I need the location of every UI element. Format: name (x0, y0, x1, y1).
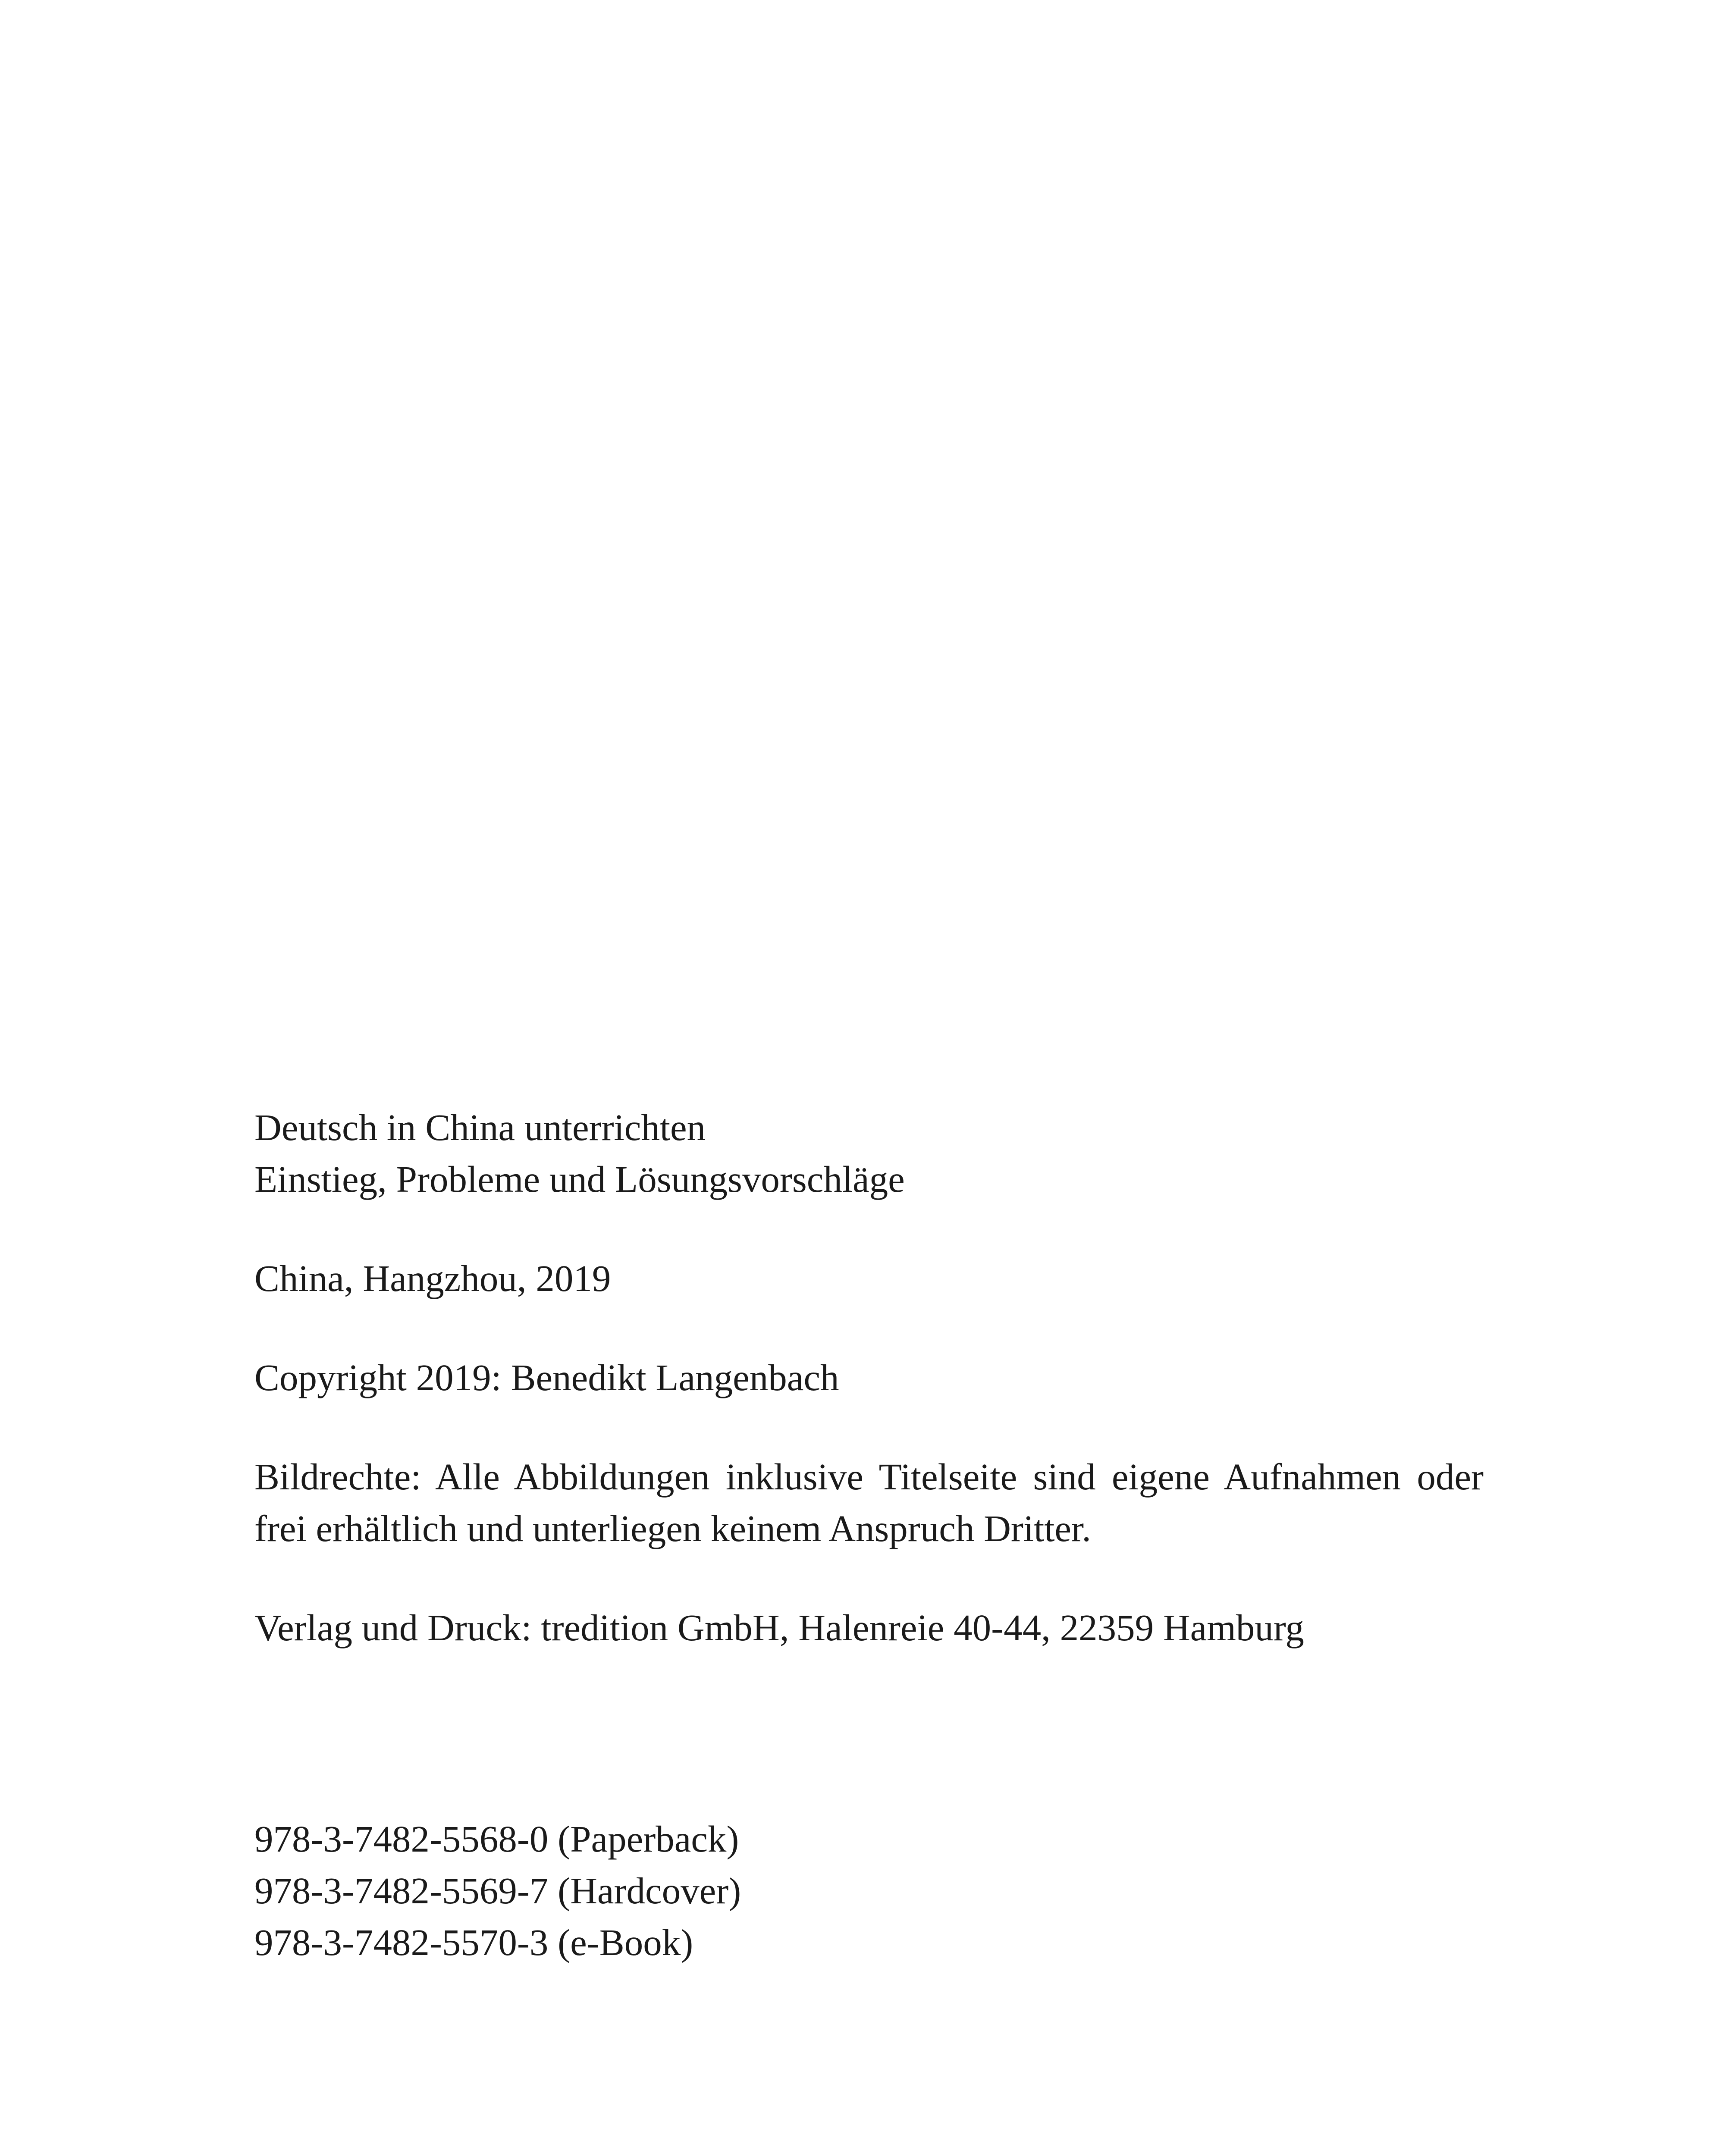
spacer (254, 1404, 1484, 1451)
isbn-paperback: 978-3-7482-5568-0 (Paperback) (254, 1818, 739, 1860)
spacer (254, 1205, 1484, 1253)
spacer (254, 1554, 1484, 1602)
spacer (254, 1654, 1484, 1813)
image-rights: Bildrechte: Alle Abbildungen inklusive Titelseite sind eigene Aufnahmen oder frei erhältlich und unterliegen keinem Anspruch Dritter. (254, 1456, 1484, 1549)
spacer (254, 1304, 1484, 1352)
book-subtitle: Einstieg, Probleme und Lösungsvorschläge (254, 1158, 905, 1200)
book-title: Deutsch in China unterrichten (254, 1106, 706, 1148)
publisher-line: Verlag und Druck: tredition GmbH, Halenreie 40-44, 22359 Hamburg (254, 1607, 1304, 1648)
copyright-line: Copyright 2019: Benedikt Langenbach (254, 1357, 839, 1398)
imprint-block (254, 1102, 1484, 1968)
place-year: China, Hangzhou, 2019 (254, 1257, 611, 1299)
isbn-hardcover: 978-3-7482-5569-7 (Hardcover) (254, 1870, 741, 1912)
isbn-ebook: 978-3-7482-5570-3 (e-Book) (254, 1921, 693, 1963)
